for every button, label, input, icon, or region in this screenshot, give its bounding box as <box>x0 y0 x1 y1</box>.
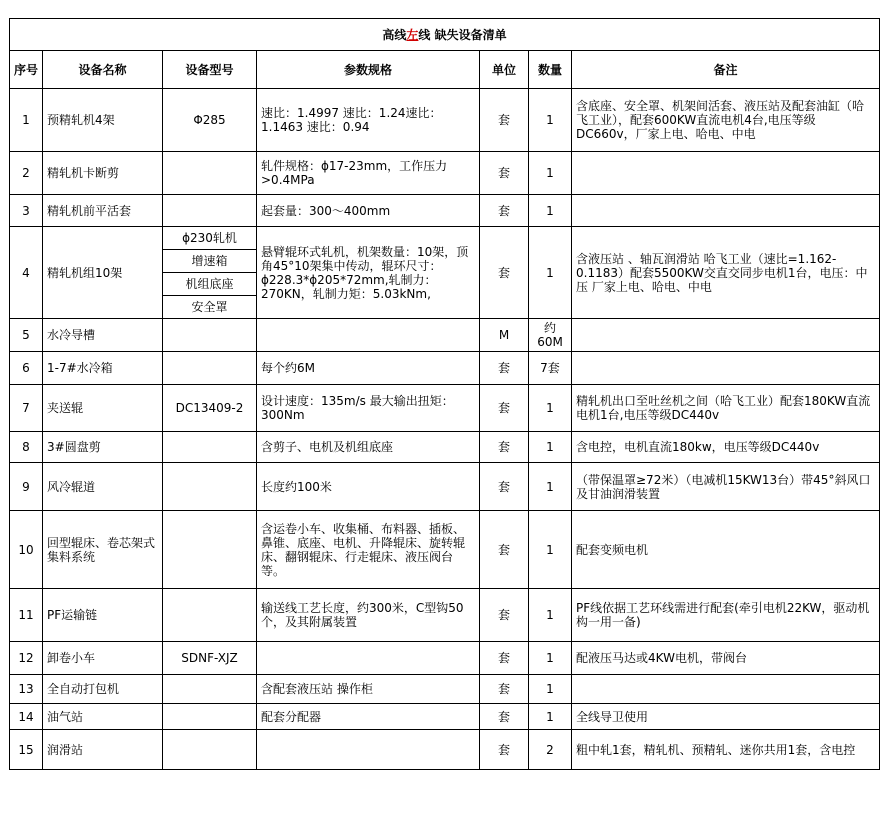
table-row <box>10 704 880 730</box>
row-no: 10 <box>10 511 43 589</box>
header-model: 设备型号 <box>163 51 257 89</box>
row-model <box>163 432 257 463</box>
row-model <box>163 511 257 589</box>
row-name: PF运输链 <box>43 589 163 642</box>
row-unit: M <box>480 319 529 352</box>
row-name: 润滑站 <box>43 730 163 770</box>
row-no: 5 <box>10 319 43 352</box>
row-no: 11 <box>10 589 43 642</box>
row-name: 油气站 <box>43 704 163 730</box>
row-no: 8 <box>10 432 43 463</box>
row-model <box>163 319 257 352</box>
row-name: 水冷导槽 <box>43 319 163 352</box>
row-unit: 套 <box>480 89 529 152</box>
row-spec: 起套量：300～400mm <box>257 195 480 227</box>
row-spec: 配套分配器 <box>257 704 480 730</box>
row-qty: 1 <box>529 89 572 152</box>
row-note: 含底座、安全罩、机架间活套、液压站及配套油缸（哈飞工业），配套600KW直流电机4台,电压等级DC660v，厂家上电、哈电、中电 <box>572 89 880 152</box>
row-spec: 轧件规格：ϕ17-23mm，工作压力>0.4MPa <box>257 152 480 195</box>
table-row <box>10 463 880 511</box>
row-note <box>572 195 880 227</box>
row-note: 精轧机出口至吐丝机之间（哈飞工业）配套180KW直流电机1台,电压等级DC440v <box>572 385 880 432</box>
table-row <box>10 195 880 227</box>
row-no: 1 <box>10 89 43 152</box>
row-model <box>163 730 257 770</box>
row-unit: 套 <box>480 195 529 227</box>
row-spec: 含配套液压站 操作柜 <box>257 675 480 704</box>
row-qty: 1 <box>529 511 572 589</box>
row-unit: 套 <box>480 511 529 589</box>
row-note: 粗中轧1套，精轧机、预精轧、迷你共用1套，含电控 <box>572 730 880 770</box>
table-row <box>10 675 880 704</box>
row-note: 全线导卫使用 <box>572 704 880 730</box>
row-unit: 套 <box>480 730 529 770</box>
row-name: 1-7#水冷箱 <box>43 352 163 385</box>
row-note <box>572 152 880 195</box>
header-row <box>10 51 880 89</box>
row-model <box>163 152 257 195</box>
row-unit: 套 <box>480 463 529 511</box>
row-qty: 1 <box>529 385 572 432</box>
row-qty: 1 <box>529 642 572 675</box>
row-no: 12 <box>10 642 43 675</box>
row-model <box>163 675 257 704</box>
row-spec: 含运卷小车、收集桶、布料器、插板、鼻锥、底座、电机、升降辊床、旋转辊床、翻钢辊床、行走辊床、液压阀台等。 <box>257 511 480 589</box>
row-unit: 套 <box>480 675 529 704</box>
row-note <box>572 675 880 704</box>
table-row <box>10 432 880 463</box>
row-no: 14 <box>10 704 43 730</box>
table-row <box>10 352 880 385</box>
row-spec: 悬臂辊环式轧机，机架数量：10架，顶角45°10架集中传动，辊环尺寸：ϕ228.3*ϕ205*72mm,轧制力：270KN，轧制力矩：5.03kNm, <box>257 227 480 319</box>
row-unit: 套 <box>480 642 529 675</box>
row-spec: 输送线工艺长度，约300米，C型钩50个，及其附属装置 <box>257 589 480 642</box>
row-name: 风冷辊道 <box>43 463 163 511</box>
row-name: 卸卷小车 <box>43 642 163 675</box>
row-qty: 约60M <box>529 319 572 352</box>
row-no: 13 <box>10 675 43 704</box>
row-spec: 速比：1.4997 速比：1.24速比：1.1463 速比：0.94 <box>257 89 480 152</box>
row-model: Φ285 <box>163 89 257 152</box>
row-unit: 套 <box>480 704 529 730</box>
table-row <box>10 227 880 250</box>
row-name: 全自动打包机 <box>43 675 163 704</box>
row-qty: 2 <box>529 730 572 770</box>
row-model: DC13409-2 <box>163 385 257 432</box>
row-qty: 1 <box>529 463 572 511</box>
row-no: 6 <box>10 352 43 385</box>
table-row <box>10 511 880 589</box>
row-model-sub: 安全罩 <box>163 296 257 319</box>
row-model-sub: ϕ230轧机 <box>163 227 257 250</box>
row-note: 配套变频电机 <box>572 511 880 589</box>
row-model <box>163 195 257 227</box>
row-note: 含电控，电机直流180kw，电压等级DC440v <box>572 432 880 463</box>
table-row <box>10 385 880 432</box>
row-spec: 含剪子、电机及机组底座 <box>257 432 480 463</box>
row-unit: 套 <box>480 352 529 385</box>
row-note <box>572 352 880 385</box>
row-spec <box>257 730 480 770</box>
row-spec <box>257 642 480 675</box>
row-qty: 1 <box>529 432 572 463</box>
row-qty: 7套 <box>529 352 572 385</box>
row-no: 2 <box>10 152 43 195</box>
row-model <box>163 589 257 642</box>
table-row <box>10 642 880 675</box>
table-row <box>10 730 880 770</box>
row-model <box>163 704 257 730</box>
table-row <box>10 319 880 352</box>
row-note <box>572 319 880 352</box>
row-qty: 1 <box>529 589 572 642</box>
row-no: 7 <box>10 385 43 432</box>
row-model <box>163 352 257 385</box>
header-note: 备注 <box>572 51 880 89</box>
row-name: 精轧机卡断剪 <box>43 152 163 195</box>
row-model: SDNF-XJZ <box>163 642 257 675</box>
row-spec <box>257 319 480 352</box>
header-unit: 单位 <box>480 51 529 89</box>
row-name: 精轧机组10架 <box>43 227 163 319</box>
equipment-table <box>9 18 880 770</box>
row-spec: 每个约6M <box>257 352 480 385</box>
table-row <box>10 152 880 195</box>
row-model <box>163 463 257 511</box>
row-unit: 套 <box>480 589 529 642</box>
row-model-sub: 机组底座 <box>163 273 257 296</box>
row-note: 配液压马达或4KW电机，带阀台 <box>572 642 880 675</box>
row-qty: 1 <box>529 675 572 704</box>
row-name: 回型辊床、卷芯架式集料系统 <box>43 511 163 589</box>
header-qty: 数量 <box>529 51 572 89</box>
row-qty: 1 <box>529 227 572 319</box>
sheet-title: 高线左线 缺失设备清单 <box>10 19 880 51</box>
row-spec: 设计速度：135m/s 最大输出扭矩：300Nm <box>257 385 480 432</box>
row-qty: 1 <box>529 152 572 195</box>
row-name: 预精轧机4架 <box>43 89 163 152</box>
row-name: 3#圆盘剪 <box>43 432 163 463</box>
row-note: PF线依据工艺环线需进行配套(牵引电机22KW，驱动机构一用一备) <box>572 589 880 642</box>
table-row <box>10 589 880 642</box>
row-note: 含液压站 、轴瓦润滑站 哈飞工业（速比=1.162-0.1183）配套5500KW交直交同步电机1台，电压：中压 厂家上电、哈电、中电 <box>572 227 880 319</box>
header-spec: 参数规格 <box>257 51 480 89</box>
row-no: 15 <box>10 730 43 770</box>
header-no: 序号 <box>10 51 43 89</box>
row-qty: 1 <box>529 195 572 227</box>
row-no: 3 <box>10 195 43 227</box>
header-name: 设备名称 <box>43 51 163 89</box>
row-name: 精轧机前平活套 <box>43 195 163 227</box>
row-unit: 套 <box>480 432 529 463</box>
row-name: 夹送辊 <box>43 385 163 432</box>
table-row <box>10 89 880 152</box>
row-no: 9 <box>10 463 43 511</box>
row-note: （带保温罩≥72米）（电减机15KW13台）带45°斜风口及甘油润滑装置 <box>572 463 880 511</box>
row-no: 4 <box>10 227 43 319</box>
row-qty: 1 <box>529 704 572 730</box>
row-unit: 套 <box>480 227 529 319</box>
row-unit: 套 <box>480 152 529 195</box>
row-spec: 长度约100米 <box>257 463 480 511</box>
row-model-sub: 增速箱 <box>163 250 257 273</box>
row-unit: 套 <box>480 385 529 432</box>
